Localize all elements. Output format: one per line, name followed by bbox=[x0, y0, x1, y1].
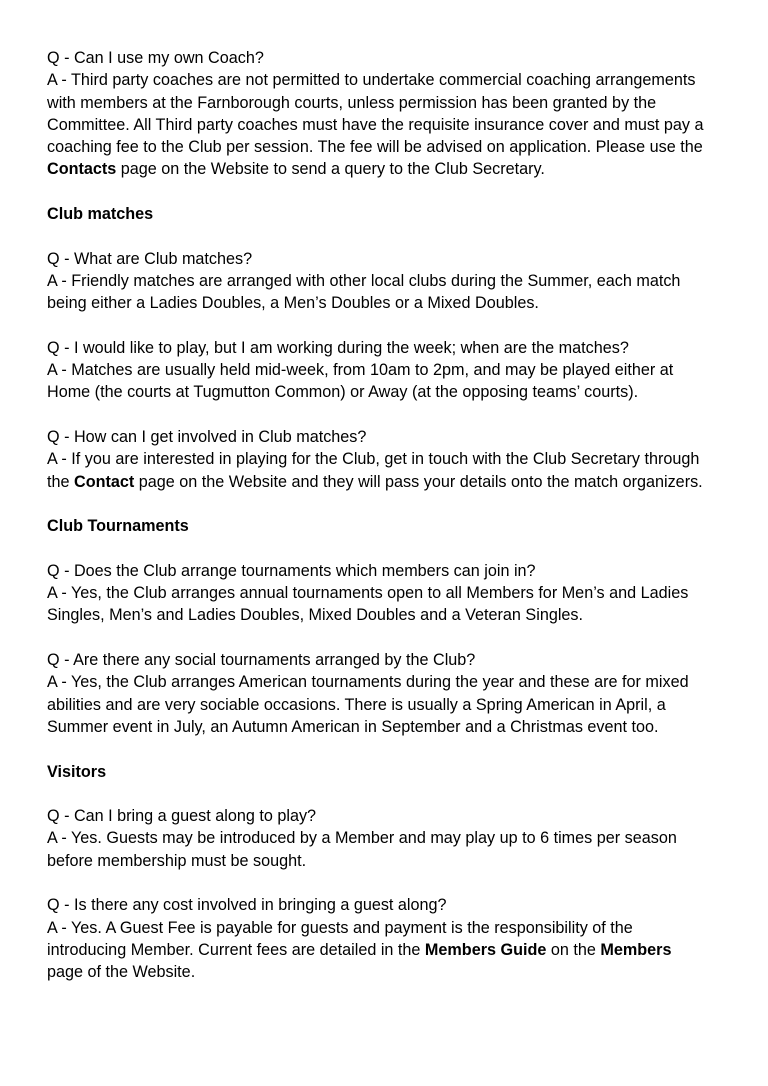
answer-line bbox=[47, 158, 728, 180]
answer-line: before membership must be sought. bbox=[47, 851, 307, 870]
answer-line: A - Yes, the Club arranges American tournaments during the year and these are for mixed bbox=[47, 673, 689, 692]
answer-line: Home (the courts at Tugmutton Common) or Away (at the opposing teams’ courts). bbox=[47, 383, 639, 402]
section-heading: Club matches bbox=[47, 205, 154, 224]
answer-text: page on the Website and they will pass your details onto the match organizers. bbox=[134, 472, 703, 491]
answer-line: A - If you are interested in playing for the Club, get in touch with the Club Secretary through bbox=[47, 450, 700, 469]
question: Q - Can I use my own Coach? bbox=[47, 49, 264, 67]
question: Q - Can I bring a guest along to play? bbox=[47, 807, 317, 826]
answer-text: page on the Website to send a query to the Club Secretary. bbox=[116, 160, 545, 179]
answer-line: page of the Website. bbox=[47, 963, 196, 982]
faq-item-guest-cost bbox=[47, 894, 728, 983]
answer-line: being either a Ladies Doubles, a Men’s Doubles or a Mixed Doubles. bbox=[47, 294, 539, 313]
question: Q - What are Club matches? bbox=[47, 249, 253, 268]
faq-item-annual-tournaments bbox=[47, 560, 728, 627]
answer-line: A - Yes. A Guest Fee is payable for guests and payment is the responsibility of the bbox=[47, 918, 633, 937]
question: Q - Is there any cost involved in bringing a guest along? bbox=[47, 896, 447, 915]
section-heading-visitors bbox=[47, 761, 728, 783]
members-guide-reference: Members Guide bbox=[424, 940, 547, 959]
faq-item-what-are-matches bbox=[47, 248, 728, 315]
faq-item-bring-guest bbox=[47, 805, 728, 872]
contacts-page-reference: Contacts bbox=[47, 160, 117, 179]
answer-line: coaching fee to the Club per session. The fee will be advised on application. Please use the bbox=[47, 138, 703, 157]
answer-line: A - Yes, the Club arranges annual tournaments open to all Members for Men’s and Ladies bbox=[47, 584, 689, 603]
answer-line: Singles, Men’s and Ladies Doubles, Mixed Doubles and a Veteran Singles. bbox=[47, 606, 584, 625]
answer-line: A - Third party coaches are not permitted to undertake commercial coaching arrangements bbox=[47, 71, 696, 90]
question: Q - How can I get involved in Club matches? bbox=[47, 428, 367, 447]
section-heading-club-tournaments bbox=[47, 515, 728, 537]
answer-line bbox=[47, 939, 728, 961]
answer-text: introducing Member. Current fees are detailed in the bbox=[47, 940, 425, 959]
answer-line: with members at the Farnborough courts, unless permission has been granted by the bbox=[47, 93, 657, 112]
question: Q - Are there any social tournaments arranged by the Club? bbox=[47, 651, 476, 670]
question: Q - I would like to play, but I am working during the week; when are the matches? bbox=[47, 338, 629, 357]
answer-line bbox=[47, 471, 728, 493]
answer-line: A - Friendly matches are arranged with other local clubs during the Summer, each match bbox=[47, 271, 681, 290]
section-heading: Visitors bbox=[47, 762, 107, 781]
faq-item-own-coach bbox=[47, 47, 728, 181]
faq-item-get-involved bbox=[47, 426, 728, 493]
question: Q - Does the Club arrange tournaments which members can join in? bbox=[47, 561, 536, 580]
section-heading: Club Tournaments bbox=[47, 517, 189, 536]
answer-line: abilities and are very sociable occasions. There is usually a Spring American in April, a bbox=[47, 695, 666, 714]
faq-item-social-tournaments bbox=[47, 649, 728, 738]
members-page-reference: Members bbox=[600, 940, 672, 959]
answer-line: Committee. All Third party coaches must have the requisite insurance cover and must pay a bbox=[47, 115, 704, 134]
contact-page-reference: Contact bbox=[74, 472, 135, 491]
answer-line: Summer event in July, an Autumn American in September and a Christmas event too. bbox=[47, 717, 659, 736]
faq-item-when-matches bbox=[47, 337, 728, 404]
answer-text: the bbox=[47, 472, 75, 491]
answer-text: on the bbox=[546, 940, 601, 959]
answer-line: A - Yes. Guests may be introduced by a Member and may play up to 6 times per season bbox=[47, 829, 677, 848]
section-heading-club-matches bbox=[47, 203, 728, 225]
answer-line: A - Matches are usually held mid-week, from 10am to 2pm, and may be played either at bbox=[47, 361, 674, 380]
